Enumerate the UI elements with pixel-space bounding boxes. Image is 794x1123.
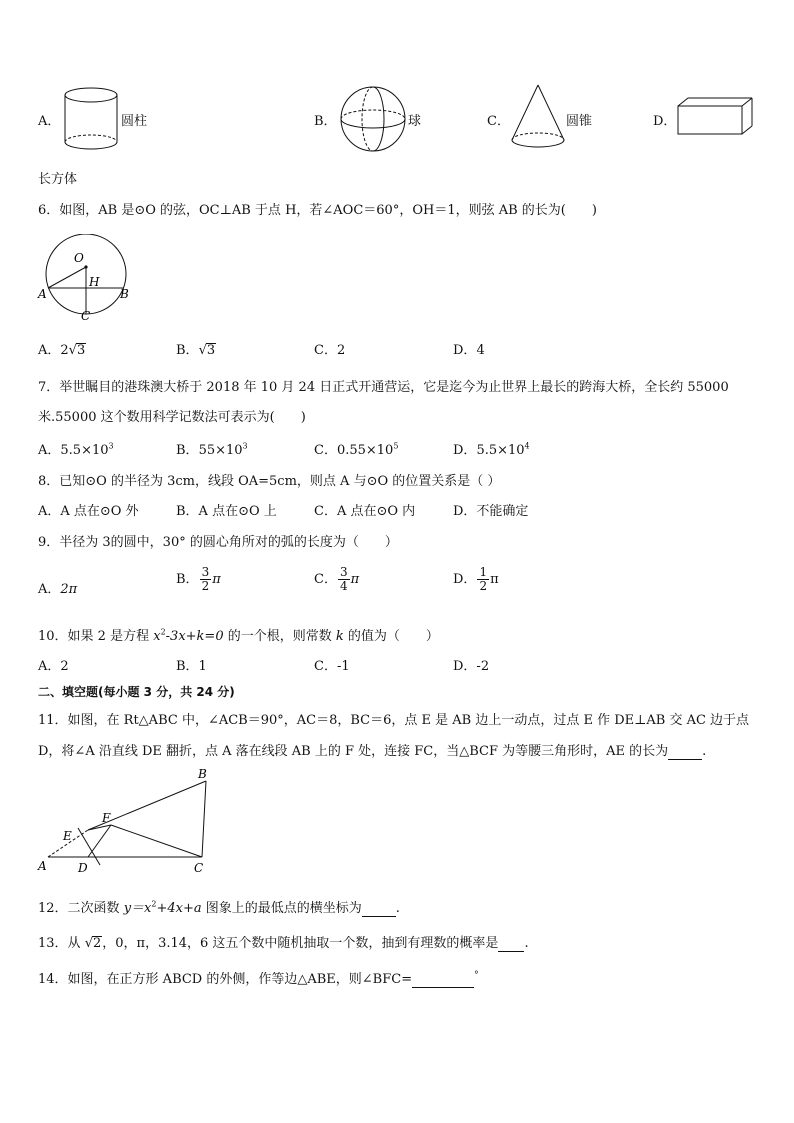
q10-stem: 10．如果 2 是方程 $x^2-3x+k=0$ 的一个根，则常数 k 的值为（ ） bbox=[38, 627, 439, 644]
q12-answer-blank[interactable] bbox=[362, 901, 396, 917]
q5-option-c-label: 圆锥 bbox=[566, 114, 593, 129]
q12-stem: 12．二次函数 $y=x^2+4x+a$ 图象上的最低点的横坐标为 . bbox=[38, 899, 400, 916]
q10-option-a: A．2 bbox=[38, 659, 69, 674]
q14-answer-blank[interactable] bbox=[412, 972, 474, 988]
q5-option-d-letter: D． bbox=[653, 114, 677, 129]
q5-option-c-letter: C． bbox=[487, 114, 510, 129]
q11-answer-blank[interactable] bbox=[668, 744, 702, 760]
q8-stem: 8．已知⊙O 的半径为 3cm，线段 OA=5cm，则点 A 与⊙O 的位置关系是（ ） bbox=[38, 474, 501, 489]
section-2-heading: 二、填空题(每小题 3 分，共 24 分) bbox=[38, 685, 235, 699]
q5-option-a-letter: A． bbox=[38, 114, 61, 129]
q10-option-d: D．-2 bbox=[453, 659, 490, 674]
cone-figure bbox=[508, 82, 568, 152]
q9-option-b: B． $\frac{3}{2}$ π bbox=[176, 565, 221, 593]
q6-circle-figure bbox=[36, 234, 136, 324]
sphere-figure bbox=[338, 84, 408, 154]
q7-option-d: D．$5.5\times 10^4$ bbox=[453, 441, 530, 458]
q9-stem: 9．半径为 3的圆中，30° 的圆心角所对的弧的长度为（ ） bbox=[38, 535, 398, 550]
q10-option-b: B．1 bbox=[176, 659, 207, 674]
q9-option-c: C． $\frac{3}{4}$ π bbox=[314, 565, 360, 593]
q6-label-b: B bbox=[120, 287, 129, 301]
q6-label-h: H bbox=[89, 275, 100, 289]
q6-label-o: O bbox=[74, 251, 84, 265]
q7-option-c: C．$0.55\times 10^5$ bbox=[314, 441, 399, 458]
q7-stem-line1: 7．举世瞩目的港珠澳大桥于 2018 年 10 月 24 日正式开通营运，它是迄今为止世界上最长的跨海大桥，全长约 55000 bbox=[38, 380, 729, 395]
q8-option-d: D．不能确定 bbox=[453, 504, 529, 519]
q5-option-b-letter: B． bbox=[314, 114, 337, 129]
q8-option-a: A．A 点在⊙O 外 bbox=[38, 504, 139, 519]
q7-option-a: A．$5.5\times 10^3$ bbox=[38, 441, 114, 458]
q6-option-b: B．√3 bbox=[176, 343, 216, 358]
q5-option-a-label: 圆柱 bbox=[121, 114, 148, 129]
q11-stem-line1: 11．如图，在 Rt△ABC 中，∠ACB＝90°，AC＝8，BC＝6，点 E 是 AB 边上一动点，过点 E 作 DE⊥AB 交 AC 边于点 bbox=[38, 713, 750, 728]
q14-stem: 14．如图，在正方形 ABCD 的外侧，作等边△ABE，则∠BFC= ° bbox=[38, 970, 479, 987]
q6-label-a: A bbox=[38, 287, 47, 301]
q11-label-d: D bbox=[78, 861, 88, 875]
q9-option-a: A．2π bbox=[38, 582, 78, 597]
q13-stem: 13．从 √2，0，π，3.14，6 这五个数中随机抽取一个数，抽到有理数的概率是 . bbox=[38, 936, 529, 951]
q7-option-b: B．$55\times 10^3$ bbox=[176, 441, 248, 458]
q6-option-a: A．2√3 bbox=[38, 343, 86, 358]
cylinder-figure bbox=[62, 86, 120, 152]
q11-label-b: B bbox=[198, 767, 207, 781]
cuboid-figure bbox=[676, 96, 756, 138]
q11-stem-line2: D，将∠A 沿直线 DE 翻折，点 A 落在线段 AB 上的 F 处，连接 FC，当△BCF 为等腰三角形时，AE 的长为 . bbox=[38, 744, 707, 759]
q6-option-d: D．4 bbox=[453, 343, 485, 358]
q5-option-b-label: 球 bbox=[408, 114, 422, 129]
q6-option-c: C．2 bbox=[314, 343, 346, 358]
q5-option-d-wrap-label: 长方体 bbox=[38, 172, 78, 187]
q6-label-c: C bbox=[81, 309, 91, 323]
q10-option-c: C．-1 bbox=[314, 659, 350, 674]
q11-triangle-figure bbox=[34, 766, 224, 876]
q11-label-c: C bbox=[194, 861, 204, 875]
q11-label-e: E bbox=[63, 829, 72, 843]
q13-answer-blank[interactable] bbox=[498, 936, 524, 952]
q11-label-a: A bbox=[38, 859, 47, 873]
q7-stem-line2: 米.55000 这个数用科学记数法可表示为( ) bbox=[38, 410, 306, 425]
q8-option-c: C．A 点在⊙O 内 bbox=[314, 504, 416, 519]
q6-stem: 6．如图，AB 是⊙O 的弦，OC⊥AB 于点 H，若∠AOC＝60°，OH＝1，则弦 AB 的长为( ) bbox=[38, 203, 597, 218]
q11-label-f: F bbox=[102, 811, 111, 825]
q9-option-d: D． $\frac{1}{2}$ π bbox=[453, 565, 499, 593]
q8-option-b: B．A 点在⊙O 上 bbox=[176, 504, 277, 519]
